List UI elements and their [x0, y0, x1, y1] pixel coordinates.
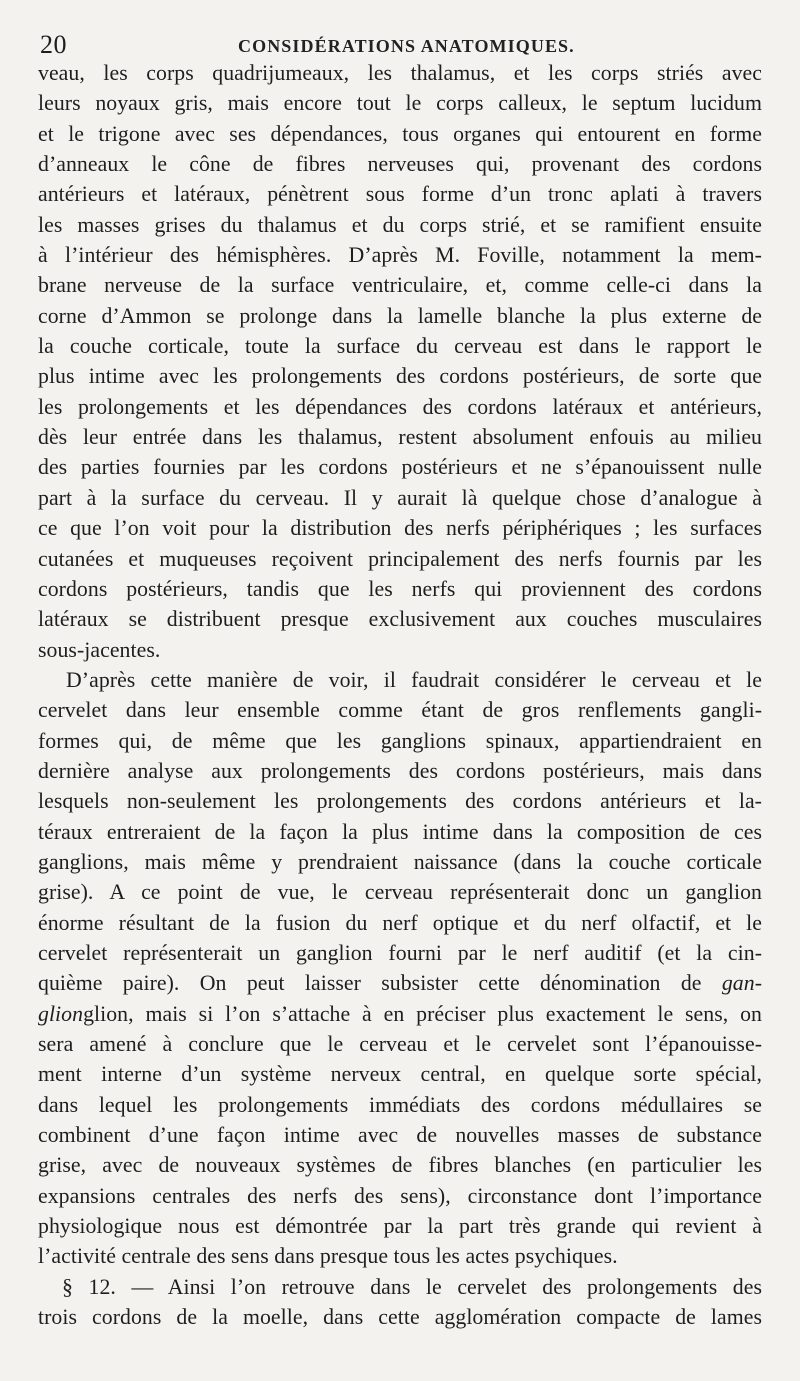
text-line: sous-jacentes. [38, 637, 161, 662]
text-line: expansions centrales des nerfs des sens), circonstance dont l’importance [38, 1183, 762, 1208]
text-line: brane nerveuse de la surface ventriculaire, et, comme celle-ci dans la [38, 273, 762, 298]
text-line: combinent d’une façon intime avec de nouvelles masses de substance [38, 1123, 762, 1148]
text-line: formes qui, de même que les ganglions spinaux, appartiendraient en [38, 728, 762, 753]
text-line: latéraux se distribuent presque exclusivement aux couches musculaires [38, 607, 762, 632]
page-header [38, 30, 762, 60]
text-line: dans lequel les prolongements immédiats des cordons médullaires se [38, 1092, 762, 1117]
text-line-with-italic [38, 968, 762, 998]
text-line: la couche corticale, toute la surface du cerveau est dans le rapport le [38, 334, 762, 359]
text-line: sera amené à conclure que le cerveau et le cervelet sont l’épanouisse- [38, 1032, 762, 1056]
text-line: cervelet dans leur ensemble comme étant de gros renflements gangli- [38, 698, 762, 723]
text-line: dès leur entrée dans les thalamus, restent absolument enfouis au milieu [38, 425, 762, 450]
section-heading-line: § 12. — Ainsi l’on retrouve dans le cervelet des prolongements des [62, 1274, 762, 1299]
text-line: cervelet représenterait un ganglion fourni par le nerf auditif (et la cin- [38, 940, 762, 965]
text-line: ce que l’on voit pour la distribution des nerfs périphériques ; les surfaces [38, 516, 762, 541]
text-line: grise). A ce point de vue, le cerveau représenterait donc un ganglion [38, 880, 762, 905]
text-line: à l’intérieur des hémisphères. D’après M. Foville, notamment la mem- [38, 243, 762, 268]
text-line: dernière analyse aux prolongements des cordons postérieurs, mais dans [38, 758, 762, 783]
text-line: antérieurs et latéraux, pénètrent sous forme d’un tronc aplati à travers [38, 182, 762, 207]
text-line: corne d’Ammon se prolonge dans la lamelle blanche la plus externe de [38, 303, 762, 328]
text-line: des parties fournies par les cordons postérieurs et ne s’épanouissent nulle [38, 455, 762, 480]
italic-term: glion [38, 1001, 84, 1026]
text-line: l’activité centrale des sens dans presque tous les actes psychiques. [38, 1244, 618, 1269]
text-line: leurs noyaux gris, mais encore tout le corps calleux, le septum lucidum [38, 91, 762, 116]
text-line: les masses grises du thalamus et du corps strié, et se ramifient ensuite [38, 212, 762, 237]
text-line: et le trigone avec ses dépendances, tous organes qui entourent en forme [38, 121, 762, 146]
text-line: lesquels non-seulement les prolongements des cordons antérieurs et la- [38, 789, 762, 814]
text-line: cutanées et muqueuses reçoivent principalement des nerfs fournis par les [38, 546, 762, 571]
text-line: grise, avec de nouveaux systèmes de fibres blanches (en particulier les [38, 1153, 762, 1178]
text-line: téraux entreraient de la façon la plus intime dans la composition de ces [38, 819, 762, 844]
text-line: ment interne d’un système nerveux central, en quelque sorte spécial, [38, 1062, 762, 1087]
text-line: physiologique nous est démontrée par la part très grande qui revient à [38, 1214, 762, 1239]
text-line-with-italic [38, 999, 762, 1029]
text-line: trois cordons de la moelle, dans cette agglomération compacte de lames [38, 1305, 762, 1330]
text-line: veau, les corps quadrijumeaux, les thalamus, et les corps striés avec [38, 61, 762, 85]
running-title: CONSIDÉRATIONS ANATOMIQUES. [238, 36, 575, 56]
text-line: ganglions, mais même y prendraient naissance (dans la couche corticale [38, 849, 762, 874]
body-text [38, 58, 762, 1332]
text-line: les prolongements et les dépendances des cordons latéraux et antérieurs, [38, 394, 762, 419]
text-segment: glion, mais si l’on s’attache à en préciser plus exactement le sens, on [83, 1001, 762, 1026]
paragraph-first-line: D’après cette manière de voir, il faudrait considérer le cerveau et le [66, 667, 762, 692]
text-line: part à la surface du cerveau. Il y aurait là quelque chose d’analogue à [38, 485, 762, 510]
italic-term: gan- [721, 971, 762, 996]
page-number: 20 [40, 30, 67, 59]
text-line: énorme résultant de la fusion du nerf optique et du nerf olfactif, et le [38, 910, 762, 935]
text-line: d’anneaux le cône de fibres nerveuses qui, provenant des cordons [38, 152, 762, 177]
text-segment: quième paire). On peut laisser subsister cette dénomination de [38, 971, 722, 996]
text-line: plus intime avec les prolongements des cordons postérieurs, de sorte que [38, 364, 762, 389]
text-line: cordons postérieurs, tandis que les nerfs qui proviennent des cordons [38, 576, 762, 601]
